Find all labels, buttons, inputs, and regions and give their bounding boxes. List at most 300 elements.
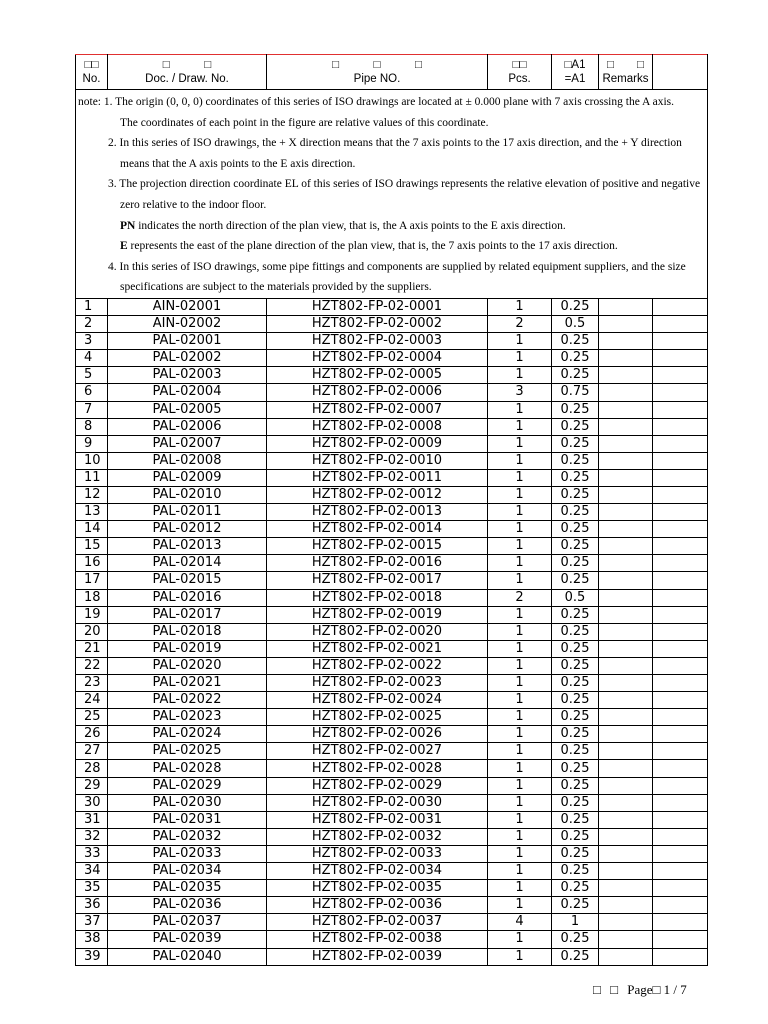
cell-doc: PAL-02022 bbox=[108, 692, 267, 709]
cell-pcs: 1 bbox=[488, 521, 552, 538]
cell-pipe: HZT802-FP-02-0036 bbox=[267, 897, 488, 914]
cell-blank bbox=[653, 606, 708, 623]
cell-blank bbox=[653, 555, 708, 572]
cell-no: 25 bbox=[76, 709, 108, 726]
cell-pipe: HZT802-FP-02-0004 bbox=[267, 350, 488, 367]
cell-pipe: HZT802-FP-02-0002 bbox=[267, 316, 488, 333]
cell-no: 16 bbox=[76, 555, 108, 572]
cell-no: 31 bbox=[76, 811, 108, 828]
cell-no: 36 bbox=[76, 897, 108, 914]
cell-remarks bbox=[599, 298, 653, 315]
header-row bbox=[76, 55, 708, 90]
cell-doc: PAL-02003 bbox=[108, 367, 267, 384]
table-row bbox=[76, 709, 708, 726]
cell-doc: PAL-02032 bbox=[108, 828, 267, 845]
cell-pcs: 1 bbox=[488, 845, 552, 862]
cell-pcs: 1 bbox=[488, 777, 552, 794]
cell-doc: PAL-02009 bbox=[108, 469, 267, 486]
table-row bbox=[76, 880, 708, 897]
cell-remarks bbox=[599, 401, 653, 418]
cell-remarks bbox=[599, 828, 653, 845]
cell-pipe: HZT802-FP-02-0035 bbox=[267, 880, 488, 897]
cell-pcs: 1 bbox=[488, 452, 552, 469]
cell-pipe: HZT802-FP-02-0034 bbox=[267, 863, 488, 880]
cell-blank bbox=[653, 692, 708, 709]
cell-doc: PAL-02030 bbox=[108, 794, 267, 811]
col-header-a1: □A1 =A1 bbox=[552, 55, 599, 90]
cell-pcs: 1 bbox=[488, 726, 552, 743]
cell-pipe: HZT802-FP-02-0021 bbox=[267, 640, 488, 657]
cell-doc: PAL-02023 bbox=[108, 709, 267, 726]
cell-a1: 0.25 bbox=[552, 640, 599, 657]
table-row bbox=[76, 572, 708, 589]
cell-blank bbox=[653, 863, 708, 880]
cell-blank bbox=[653, 504, 708, 521]
cell-a1: 0.25 bbox=[552, 401, 599, 418]
table-row bbox=[76, 538, 708, 555]
cell-a1: 0.25 bbox=[552, 486, 599, 503]
cell-pcs: 1 bbox=[488, 897, 552, 914]
cell-no: 4 bbox=[76, 350, 108, 367]
page-footer bbox=[593, 982, 693, 998]
cell-pipe: HZT802-FP-02-0008 bbox=[267, 418, 488, 435]
cell-a1: 0.25 bbox=[552, 931, 599, 948]
cell-pcs: 1 bbox=[488, 931, 552, 948]
cell-remarks bbox=[599, 589, 653, 606]
cell-no: 32 bbox=[76, 828, 108, 845]
cell-blank bbox=[653, 486, 708, 503]
cell-pipe: HZT802-FP-02-0017 bbox=[267, 572, 488, 589]
cell-pipe: HZT802-FP-02-0029 bbox=[267, 777, 488, 794]
cell-no: 17 bbox=[76, 572, 108, 589]
cell-blank bbox=[653, 931, 708, 948]
cell-a1: 0.25 bbox=[552, 692, 599, 709]
cell-pcs: 1 bbox=[488, 350, 552, 367]
cell-pipe: HZT802-FP-02-0001 bbox=[267, 298, 488, 315]
cell-blank bbox=[653, 777, 708, 794]
cell-no: 29 bbox=[76, 777, 108, 794]
col-header-pcs: □□ Pcs. bbox=[488, 55, 552, 90]
cell-doc: PAL-02033 bbox=[108, 845, 267, 862]
cell-a1: 0.25 bbox=[552, 298, 599, 315]
cell-pipe: HZT802-FP-02-0005 bbox=[267, 367, 488, 384]
cell-pcs: 1 bbox=[488, 298, 552, 315]
table-row bbox=[76, 298, 708, 315]
cell-a1: 0.25 bbox=[552, 897, 599, 914]
cell-doc: PAL-02035 bbox=[108, 880, 267, 897]
cell-blank bbox=[653, 350, 708, 367]
cell-a1: 0.25 bbox=[552, 709, 599, 726]
cell-no: 14 bbox=[76, 521, 108, 538]
cell-blank bbox=[653, 760, 708, 777]
cell-a1: 0.25 bbox=[552, 760, 599, 777]
cell-remarks bbox=[599, 760, 653, 777]
note-1: note: 1. The origin (0, 0, 0) coordinates of this series of ISO drawings are located at ± 0.000 plane with 7 axis crossing the A axis. bbox=[78, 96, 674, 108]
cell-pipe: HZT802-FP-02-0026 bbox=[267, 726, 488, 743]
note-4: 4. In this series of ISO drawings, some pipe fittings and components are supplied by related equipment suppliers, and the size bbox=[108, 260, 686, 273]
table-row bbox=[76, 675, 708, 692]
cell-pcs: 1 bbox=[488, 811, 552, 828]
cell-remarks bbox=[599, 709, 653, 726]
cell-pipe: HZT802-FP-02-0013 bbox=[267, 504, 488, 521]
cell-doc: PAL-02010 bbox=[108, 486, 267, 503]
cell-no: 11 bbox=[76, 469, 108, 486]
cell-a1: 0.25 bbox=[552, 743, 599, 760]
cell-pipe: HZT802-FP-02-0010 bbox=[267, 452, 488, 469]
cell-no: 24 bbox=[76, 692, 108, 709]
cell-doc: PAL-02034 bbox=[108, 863, 267, 880]
cell-blank bbox=[653, 401, 708, 418]
cell-a1: 0.75 bbox=[552, 384, 599, 401]
cell-blank bbox=[653, 640, 708, 657]
footer-glyph-2: □ bbox=[610, 982, 618, 997]
cell-no: 15 bbox=[76, 538, 108, 555]
cell-pcs: 1 bbox=[488, 623, 552, 640]
cell-remarks bbox=[599, 538, 653, 555]
cell-remarks bbox=[599, 657, 653, 674]
table-body bbox=[76, 298, 708, 965]
cell-no: 20 bbox=[76, 623, 108, 640]
drawing-list-table bbox=[75, 54, 708, 966]
cell-no: 23 bbox=[76, 675, 108, 692]
cell-a1: 0.25 bbox=[552, 367, 599, 384]
cell-doc: PAL-02029 bbox=[108, 777, 267, 794]
cell-no: 7 bbox=[76, 401, 108, 418]
cell-remarks bbox=[599, 555, 653, 572]
cell-a1: 0.25 bbox=[552, 521, 599, 538]
cell-blank bbox=[653, 948, 708, 965]
cell-pipe: HZT802-FP-02-0015 bbox=[267, 538, 488, 555]
cell-remarks bbox=[599, 897, 653, 914]
cell-doc: PAL-02006 bbox=[108, 418, 267, 435]
cell-doc: PAL-02025 bbox=[108, 743, 267, 760]
table-row bbox=[76, 692, 708, 709]
cell-no: 5 bbox=[76, 367, 108, 384]
cell-remarks bbox=[599, 726, 653, 743]
cell-pipe: HZT802-FP-02-0007 bbox=[267, 401, 488, 418]
cell-a1: 0.25 bbox=[552, 675, 599, 692]
cell-pcs: 1 bbox=[488, 743, 552, 760]
cell-remarks bbox=[599, 794, 653, 811]
col-header-doc: □ □ Doc. / Draw. No. bbox=[108, 55, 267, 90]
cell-remarks bbox=[599, 367, 653, 384]
cell-pcs: 1 bbox=[488, 948, 552, 965]
cell-pipe: HZT802-FP-02-0016 bbox=[267, 555, 488, 572]
cell-pcs: 1 bbox=[488, 657, 552, 674]
cell-remarks bbox=[599, 931, 653, 948]
table-row bbox=[76, 948, 708, 965]
table-row bbox=[76, 760, 708, 777]
cell-a1: 0.25 bbox=[552, 845, 599, 862]
cell-remarks bbox=[599, 845, 653, 862]
cell-no: 38 bbox=[76, 931, 108, 948]
cell-pipe: HZT802-FP-02-0018 bbox=[267, 589, 488, 606]
cell-remarks bbox=[599, 504, 653, 521]
cell-doc: PAL-02021 bbox=[108, 675, 267, 692]
cell-no: 37 bbox=[76, 914, 108, 931]
cell-a1: 0.25 bbox=[552, 418, 599, 435]
table-row bbox=[76, 401, 708, 418]
cell-pcs: 1 bbox=[488, 572, 552, 589]
cell-pcs: 4 bbox=[488, 914, 552, 931]
cell-a1: 0.25 bbox=[552, 452, 599, 469]
table-row bbox=[76, 316, 708, 333]
cell-remarks bbox=[599, 914, 653, 931]
cell-pcs: 3 bbox=[488, 384, 552, 401]
table-row bbox=[76, 418, 708, 435]
cell-pcs: 1 bbox=[488, 504, 552, 521]
cell-no: 28 bbox=[76, 760, 108, 777]
cell-pipe: HZT802-FP-02-0014 bbox=[267, 521, 488, 538]
cell-remarks bbox=[599, 521, 653, 538]
cell-no: 2 bbox=[76, 316, 108, 333]
note-2-cont: means that the A axis points to the E axis direction. bbox=[120, 157, 356, 170]
cell-a1: 0.25 bbox=[552, 623, 599, 640]
cell-blank bbox=[653, 880, 708, 897]
cell-pipe: HZT802-FP-02-0003 bbox=[267, 333, 488, 350]
cell-pcs: 1 bbox=[488, 709, 552, 726]
cell-a1: 0.25 bbox=[552, 606, 599, 623]
cell-doc: PAL-02004 bbox=[108, 384, 267, 401]
cell-blank bbox=[653, 914, 708, 931]
cell-pipe: HZT802-FP-02-0012 bbox=[267, 486, 488, 503]
table-row bbox=[76, 521, 708, 538]
table-row bbox=[76, 897, 708, 914]
table-row bbox=[76, 845, 708, 862]
cell-doc: PAL-02017 bbox=[108, 606, 267, 623]
cell-remarks bbox=[599, 418, 653, 435]
table-row bbox=[76, 333, 708, 350]
cell-remarks bbox=[599, 692, 653, 709]
cell-a1: 0.25 bbox=[552, 948, 599, 965]
cell-pcs: 1 bbox=[488, 555, 552, 572]
cell-doc: PAL-02031 bbox=[108, 811, 267, 828]
table-row bbox=[76, 743, 708, 760]
footer-glyph-1: □ bbox=[593, 982, 601, 997]
cell-blank bbox=[653, 418, 708, 435]
cell-a1: 0.5 bbox=[552, 589, 599, 606]
cell-doc: PAL-02008 bbox=[108, 452, 267, 469]
cell-remarks bbox=[599, 743, 653, 760]
cell-a1: 0.25 bbox=[552, 777, 599, 794]
cell-doc: PAL-02019 bbox=[108, 640, 267, 657]
cell-a1: 0.25 bbox=[552, 350, 599, 367]
cell-pcs: 1 bbox=[488, 367, 552, 384]
cell-pcs: 1 bbox=[488, 401, 552, 418]
cell-pipe: HZT802-FP-02-0022 bbox=[267, 657, 488, 674]
drawing-list-sheet bbox=[75, 54, 707, 966]
cell-remarks bbox=[599, 880, 653, 897]
table-row bbox=[76, 623, 708, 640]
cell-doc: PAL-02020 bbox=[108, 657, 267, 674]
cell-pcs: 1 bbox=[488, 675, 552, 692]
cell-no: 9 bbox=[76, 435, 108, 452]
note-3-cont: zero relative to the indoor floor. bbox=[120, 198, 267, 211]
cell-remarks bbox=[599, 350, 653, 367]
note-3: 3. The projection direction coordinate EL of this series of ISO drawings represents the relative elevation of positive and negative bbox=[108, 178, 701, 191]
cell-blank bbox=[653, 298, 708, 315]
cell-doc: PAL-02028 bbox=[108, 760, 267, 777]
cell-doc: PAL-02016 bbox=[108, 589, 267, 606]
cell-pipe: HZT802-FP-02-0024 bbox=[267, 692, 488, 709]
col-header-blank bbox=[653, 55, 708, 90]
cell-blank bbox=[653, 675, 708, 692]
cell-doc: PAL-02001 bbox=[108, 333, 267, 350]
table-row bbox=[76, 811, 708, 828]
cell-pcs: 1 bbox=[488, 538, 552, 555]
note-2: 2. In this series of ISO drawings, the + X direction means that the 7 axis points to the 17 axis direction, and the + Y direction bbox=[108, 137, 682, 150]
table-row bbox=[76, 350, 708, 367]
cell-remarks bbox=[599, 623, 653, 640]
cell-blank bbox=[653, 657, 708, 674]
table-row bbox=[76, 452, 708, 469]
cell-remarks bbox=[599, 863, 653, 880]
cell-pipe: HZT802-FP-02-0006 bbox=[267, 384, 488, 401]
cell-blank bbox=[653, 589, 708, 606]
cell-a1: 0.25 bbox=[552, 811, 599, 828]
cell-no: 18 bbox=[76, 589, 108, 606]
cell-doc: PAL-02013 bbox=[108, 538, 267, 555]
cell-pcs: 1 bbox=[488, 880, 552, 897]
cell-pcs: 1 bbox=[488, 640, 552, 657]
cell-no: 33 bbox=[76, 845, 108, 862]
cell-remarks bbox=[599, 316, 653, 333]
cell-remarks bbox=[599, 469, 653, 486]
cell-remarks bbox=[599, 452, 653, 469]
cell-no: 8 bbox=[76, 418, 108, 435]
cell-pcs: 1 bbox=[488, 794, 552, 811]
note-1-cont: The coordinates of each point in the figure are relative values of this coordinate. bbox=[120, 116, 489, 129]
cell-pcs: 2 bbox=[488, 316, 552, 333]
cell-blank bbox=[653, 521, 708, 538]
cell-no: 27 bbox=[76, 743, 108, 760]
cell-pipe: HZT802-FP-02-0025 bbox=[267, 709, 488, 726]
cell-remarks bbox=[599, 640, 653, 657]
cell-a1: 0.25 bbox=[552, 828, 599, 845]
cell-no: 13 bbox=[76, 504, 108, 521]
note-3-pn: PN indicates the north direction of the plan view, that is, the A axis points to the E axis direction. bbox=[120, 219, 566, 232]
cell-no: 12 bbox=[76, 486, 108, 503]
cell-pipe: HZT802-FP-02-0027 bbox=[267, 743, 488, 760]
cell-blank bbox=[653, 845, 708, 862]
cell-remarks bbox=[599, 675, 653, 692]
cell-blank bbox=[653, 333, 708, 350]
cell-pcs: 1 bbox=[488, 692, 552, 709]
cell-no: 39 bbox=[76, 948, 108, 965]
cell-no: 3 bbox=[76, 333, 108, 350]
cell-doc: PAL-02024 bbox=[108, 726, 267, 743]
cell-no: 30 bbox=[76, 794, 108, 811]
cell-a1: 0.25 bbox=[552, 538, 599, 555]
cell-no: 10 bbox=[76, 452, 108, 469]
cell-blank bbox=[653, 794, 708, 811]
cell-blank bbox=[653, 623, 708, 640]
cell-a1: 0.25 bbox=[552, 863, 599, 880]
cell-pipe: HZT802-FP-02-0020 bbox=[267, 623, 488, 640]
cell-pipe: HZT802-FP-02-0032 bbox=[267, 828, 488, 845]
table-row bbox=[76, 367, 708, 384]
cell-a1: 0.25 bbox=[552, 794, 599, 811]
cell-doc: PAL-02036 bbox=[108, 897, 267, 914]
cell-a1: 0.25 bbox=[552, 657, 599, 674]
cell-doc: PAL-02011 bbox=[108, 504, 267, 521]
table-row bbox=[76, 589, 708, 606]
notes-cell bbox=[76, 90, 708, 299]
cell-pcs: 1 bbox=[488, 486, 552, 503]
cell-doc: PAL-02007 bbox=[108, 435, 267, 452]
cell-no: 22 bbox=[76, 657, 108, 674]
note-4-cont: specifications are subject to the materials provided by the suppliers. bbox=[120, 281, 432, 294]
cell-pipe: HZT802-FP-02-0037 bbox=[267, 914, 488, 931]
cell-pipe: HZT802-FP-02-0039 bbox=[267, 948, 488, 965]
cell-blank bbox=[653, 828, 708, 845]
cell-a1: 0.25 bbox=[552, 726, 599, 743]
cell-a1: 0.25 bbox=[552, 333, 599, 350]
cell-no: 26 bbox=[76, 726, 108, 743]
page-number: Page□ 1 / 7 bbox=[627, 982, 687, 997]
table-row bbox=[76, 384, 708, 401]
table-row bbox=[76, 435, 708, 452]
cell-blank bbox=[653, 435, 708, 452]
table-row bbox=[76, 931, 708, 948]
cell-no: 21 bbox=[76, 640, 108, 657]
cell-remarks bbox=[599, 777, 653, 794]
cell-remarks bbox=[599, 384, 653, 401]
table-row bbox=[76, 863, 708, 880]
table-row bbox=[76, 504, 708, 521]
table-row bbox=[76, 726, 708, 743]
cell-a1: 0.25 bbox=[552, 469, 599, 486]
cell-doc: PAL-02002 bbox=[108, 350, 267, 367]
table-row bbox=[76, 640, 708, 657]
cell-doc: AIN-02002 bbox=[108, 316, 267, 333]
cell-pcs: 1 bbox=[488, 863, 552, 880]
cell-pipe: HZT802-FP-02-0028 bbox=[267, 760, 488, 777]
cell-pcs: 1 bbox=[488, 760, 552, 777]
cell-no: 6 bbox=[76, 384, 108, 401]
cell-pipe: HZT802-FP-02-0033 bbox=[267, 845, 488, 862]
note-3-e: E represents the east of the plane direction of the plan view, that is, the 7 axis points to the 17 axis direction. bbox=[120, 240, 618, 253]
cell-blank bbox=[653, 897, 708, 914]
table-row bbox=[76, 555, 708, 572]
cell-pcs: 1 bbox=[488, 469, 552, 486]
cell-blank bbox=[653, 572, 708, 589]
cell-pipe: HZT802-FP-02-0031 bbox=[267, 811, 488, 828]
cell-remarks bbox=[599, 435, 653, 452]
cell-pcs: 1 bbox=[488, 828, 552, 845]
cell-blank bbox=[653, 709, 708, 726]
cell-blank bbox=[653, 538, 708, 555]
cell-pcs: 1 bbox=[488, 606, 552, 623]
cell-pcs: 1 bbox=[488, 333, 552, 350]
cell-pipe: HZT802-FP-02-0038 bbox=[267, 931, 488, 948]
cell-no: 1 bbox=[76, 298, 108, 315]
cell-blank bbox=[653, 452, 708, 469]
cell-doc: PAL-02018 bbox=[108, 623, 267, 640]
cell-a1: 0.25 bbox=[552, 572, 599, 589]
cell-remarks bbox=[599, 948, 653, 965]
col-header-remarks: □ □ Remarks bbox=[599, 55, 653, 90]
table-row bbox=[76, 606, 708, 623]
cell-a1: 0.5 bbox=[552, 316, 599, 333]
cell-pipe: HZT802-FP-02-0011 bbox=[267, 469, 488, 486]
cell-pcs: 1 bbox=[488, 435, 552, 452]
col-header-pipe: □ □ □ Pipe NO. bbox=[267, 55, 488, 90]
cell-no: 19 bbox=[76, 606, 108, 623]
cell-a1: 0.25 bbox=[552, 880, 599, 897]
col-header-no: □□ No. bbox=[76, 55, 108, 90]
cell-blank bbox=[653, 811, 708, 828]
